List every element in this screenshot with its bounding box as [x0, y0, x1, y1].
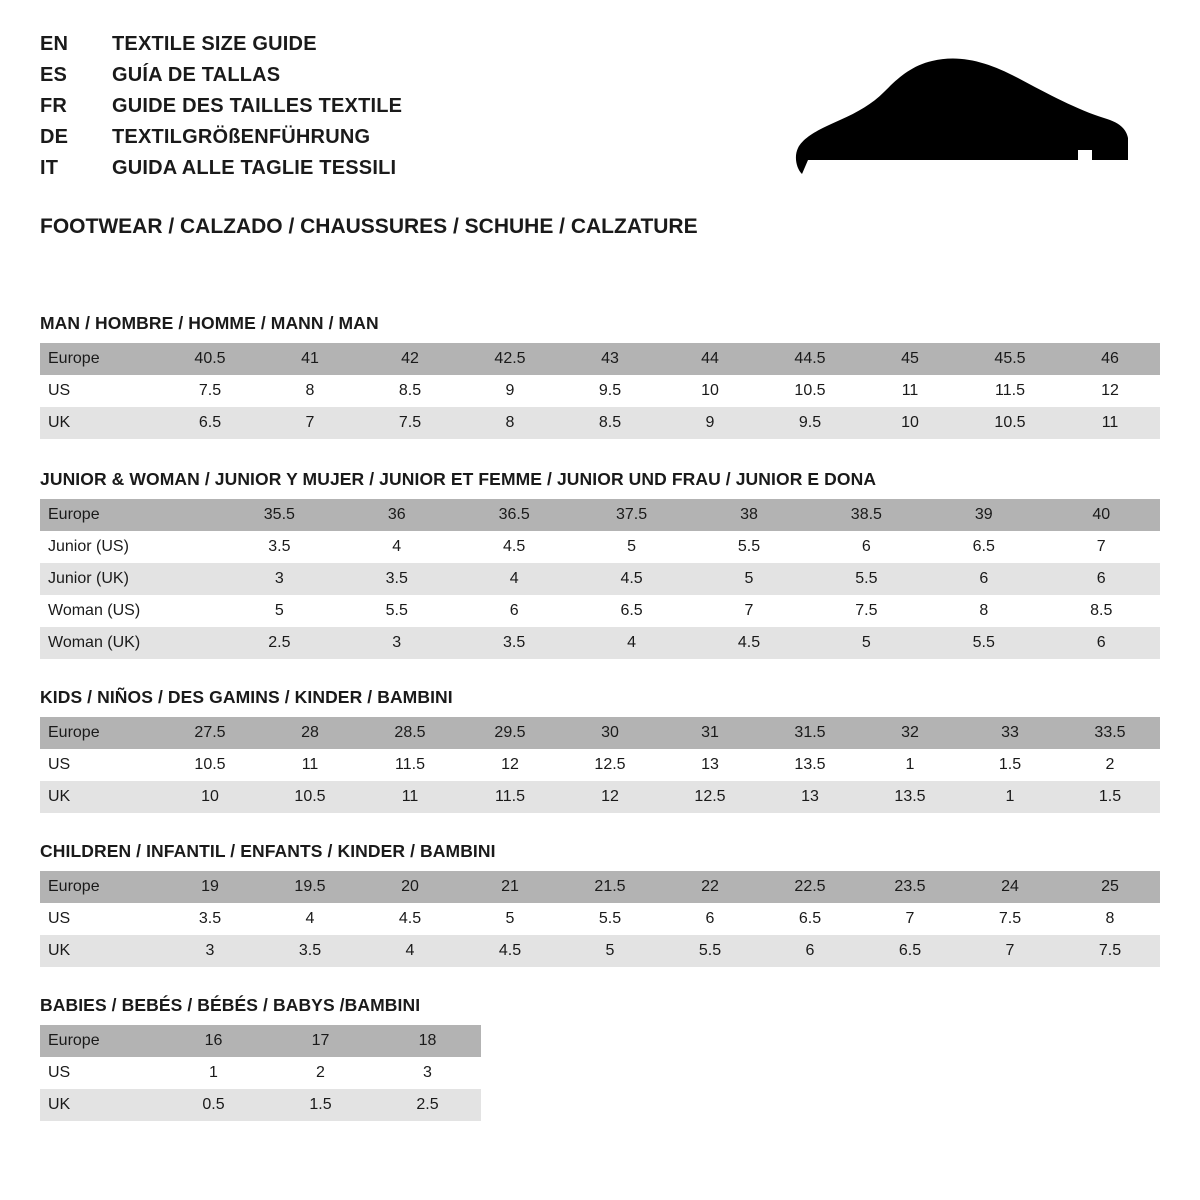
row-label: Europe	[40, 343, 160, 375]
cell: 5.5	[660, 935, 760, 967]
language-code: DE	[40, 126, 69, 148]
table-row	[40, 563, 1160, 595]
section-junior-woman	[40, 469, 1160, 659]
section-title: MAN / HOMBRE / HOMME / MANN / MAN	[40, 313, 379, 333]
language-code: EN	[40, 33, 69, 55]
shoe-illustration	[772, 56, 1132, 186]
table-row	[40, 749, 1160, 781]
table-row	[40, 903, 1160, 935]
table-row	[40, 1089, 481, 1121]
cell: 3.5	[260, 935, 360, 967]
cell: 3.5	[338, 563, 455, 595]
cell: 4	[260, 903, 360, 935]
language-row	[40, 34, 402, 54]
row-label: Europe	[40, 871, 160, 903]
row-label: UK	[40, 407, 160, 439]
cell: 7	[960, 935, 1060, 967]
table-row	[40, 595, 1160, 627]
cell: 4	[360, 935, 460, 967]
cell: 7.5	[1060, 935, 1160, 967]
section-title: JUNIOR & WOMAN / JUNIOR Y MUJER / JUNIOR ET FEMME / JUNIOR UND FRAU / JUNIOR E DONA	[40, 469, 877, 489]
table-row	[40, 717, 1160, 749]
table-row	[40, 935, 1160, 967]
cell: 46	[1060, 343, 1160, 375]
cell: 1.5	[960, 749, 1060, 781]
cell: 36	[338, 499, 455, 531]
cell: 3.5	[160, 903, 260, 935]
cell: 8	[460, 407, 560, 439]
row-label: Junior (US)	[40, 531, 221, 563]
section-title: BABIES / BEBÉS / BÉBÉS / BABYS /BAMBINI	[40, 995, 421, 1015]
row-label: UK	[40, 781, 160, 813]
section-title: KIDS / NIÑOS / DES GAMINS / KINDER / BAMBINI	[40, 687, 453, 707]
cell: 21.5	[560, 871, 660, 903]
cell: 8.5	[560, 407, 660, 439]
cell: 7	[860, 903, 960, 935]
footwear-heading: FOOTWEAR / CALZADO / CHAUSSURES / SCHUHE / CALZATURE	[40, 215, 698, 238]
cell: 6.5	[573, 595, 690, 627]
cell: 25	[1060, 871, 1160, 903]
cell: 6	[760, 935, 860, 967]
cell: 6	[925, 563, 1042, 595]
cell: 12	[1060, 375, 1160, 407]
cell: 6.5	[925, 531, 1042, 563]
cell: 13.5	[860, 781, 960, 813]
cell: 4	[338, 531, 455, 563]
cell: 12	[560, 781, 660, 813]
cell: 45	[860, 343, 960, 375]
language-code: ES	[40, 64, 68, 86]
cell: 11	[1060, 407, 1160, 439]
table-row	[40, 343, 1160, 375]
cell: 11	[860, 375, 960, 407]
section-title: CHILDREN / INFANTIL / ENFANTS / KINDER / BAMBINI	[40, 841, 496, 861]
cell: 12	[460, 749, 560, 781]
cell: 38	[690, 499, 807, 531]
table-row	[40, 499, 1160, 531]
cell: 4.5	[360, 903, 460, 935]
cell: 5.5	[560, 903, 660, 935]
cell: 38.5	[808, 499, 925, 531]
cell: 23.5	[860, 871, 960, 903]
cell: 37.5	[573, 499, 690, 531]
section-babies	[40, 995, 1160, 1121]
cell: 1	[160, 1057, 267, 1089]
row-label: Junior (UK)	[40, 563, 221, 595]
row-label: US	[40, 1057, 160, 1089]
cell: 6	[808, 531, 925, 563]
table-row	[40, 1057, 481, 1089]
row-label: Europe	[40, 499, 221, 531]
cell: 24	[960, 871, 1060, 903]
cell: 40	[1042, 499, 1160, 531]
table-row	[40, 1025, 481, 1057]
size-table-children	[40, 871, 1160, 967]
cell: 11	[360, 781, 460, 813]
language-title: GUIDA ALLE TAGLIE TESSILI	[112, 157, 397, 179]
size-table-babies	[40, 1025, 481, 1121]
cell: 11	[260, 749, 360, 781]
cell: 28	[260, 717, 360, 749]
cell: 9.5	[760, 407, 860, 439]
cell: 5.5	[808, 563, 925, 595]
language-row	[40, 158, 402, 178]
cell: 5	[808, 627, 925, 659]
table-row	[40, 375, 1160, 407]
row-label: Woman (UK)	[40, 627, 221, 659]
section-man	[40, 313, 1160, 439]
language-row	[40, 127, 402, 147]
section-kids	[40, 687, 1160, 813]
cell: 5.5	[690, 531, 807, 563]
cell: 5	[573, 531, 690, 563]
table-row	[40, 627, 1160, 659]
cell: 20	[360, 871, 460, 903]
cell: 28.5	[360, 717, 460, 749]
cell: 16	[160, 1025, 267, 1057]
table-row	[40, 781, 1160, 813]
size-table-man	[40, 343, 1160, 439]
cell: 12.5	[560, 749, 660, 781]
cell: 5.5	[338, 595, 455, 627]
cell: 1	[960, 781, 1060, 813]
cell: 4.5	[455, 531, 572, 563]
cell: 40.5	[160, 343, 260, 375]
cell: 10	[660, 375, 760, 407]
cell: 1	[860, 749, 960, 781]
cell: 42	[360, 343, 460, 375]
cell: 10.5	[760, 375, 860, 407]
cell: 3	[338, 627, 455, 659]
cell: 3.5	[455, 627, 572, 659]
cell: 33	[960, 717, 1060, 749]
cell: 6.5	[760, 903, 860, 935]
cell: 21	[460, 871, 560, 903]
language-title-list	[40, 34, 402, 189]
cell: 1.5	[1060, 781, 1160, 813]
language-title: TEXTILGRÖßENFÜHRUNG	[112, 126, 371, 148]
cell: 5	[460, 903, 560, 935]
cell: 9	[660, 407, 760, 439]
cell: 45.5	[960, 343, 1060, 375]
language-title: TEXTILE SIZE GUIDE	[112, 33, 317, 55]
cell: 6.5	[860, 935, 960, 967]
cell: 6.5	[160, 407, 260, 439]
cell: 11.5	[460, 781, 560, 813]
row-label: UK	[40, 1089, 160, 1121]
size-table-kids	[40, 717, 1160, 813]
table-row	[40, 407, 1160, 439]
cell: 11.5	[960, 375, 1060, 407]
cell: 7	[690, 595, 807, 627]
cell: 4.5	[690, 627, 807, 659]
cell: 39	[925, 499, 1042, 531]
cell: 6	[1042, 563, 1160, 595]
cell: 1.5	[267, 1089, 374, 1121]
cell: 17	[267, 1025, 374, 1057]
table-row	[40, 531, 1160, 563]
section-children	[40, 841, 1160, 967]
cell: 33.5	[1060, 717, 1160, 749]
cell: 36.5	[455, 499, 572, 531]
cell: 8	[260, 375, 360, 407]
cell: 8	[925, 595, 1042, 627]
language-title: GUÍA DE TALLAS	[112, 64, 281, 86]
page-header	[40, 34, 1160, 189]
cell: 42.5	[460, 343, 560, 375]
cell: 7	[260, 407, 360, 439]
cell: 10.5	[260, 781, 360, 813]
dress-shoe-icon	[792, 56, 1132, 186]
cell: 6	[1042, 627, 1160, 659]
cell: 19	[160, 871, 260, 903]
cell: 41	[260, 343, 360, 375]
row-label: Europe	[40, 1025, 160, 1057]
row-label: US	[40, 375, 160, 407]
cell: 8.5	[1042, 595, 1160, 627]
row-label: US	[40, 903, 160, 935]
row-label: Europe	[40, 717, 160, 749]
cell: 2.5	[374, 1089, 481, 1121]
language-row	[40, 96, 402, 116]
cell: 5	[560, 935, 660, 967]
cell: 32	[860, 717, 960, 749]
cell: 7.5	[360, 407, 460, 439]
cell: 6	[455, 595, 572, 627]
cell: 3	[160, 935, 260, 967]
row-label: Woman (US)	[40, 595, 221, 627]
cell: 4.5	[573, 563, 690, 595]
language-code: FR	[40, 95, 68, 117]
row-label: UK	[40, 935, 160, 967]
cell: 8	[1060, 903, 1160, 935]
row-label: US	[40, 749, 160, 781]
cell: 9	[460, 375, 560, 407]
cell: 30	[560, 717, 660, 749]
cell: 5	[690, 563, 807, 595]
cell: 12.5	[660, 781, 760, 813]
cell: 4	[455, 563, 572, 595]
cell: 9.5	[560, 375, 660, 407]
cell: 7.5	[160, 375, 260, 407]
cell: 22.5	[760, 871, 860, 903]
cell: 35.5	[221, 499, 338, 531]
cell: 7.5	[808, 595, 925, 627]
cell: 4.5	[460, 935, 560, 967]
cell: 3.5	[221, 531, 338, 563]
cell: 13.5	[760, 749, 860, 781]
cell: 6	[660, 903, 760, 935]
cell: 10	[860, 407, 960, 439]
cell: 31	[660, 717, 760, 749]
cell: 5.5	[925, 627, 1042, 659]
cell: 0.5	[160, 1089, 267, 1121]
cell: 2	[267, 1057, 374, 1089]
cell: 31.5	[760, 717, 860, 749]
cell: 5	[221, 595, 338, 627]
cell: 7	[1042, 531, 1160, 563]
cell: 44	[660, 343, 760, 375]
cell: 2	[1060, 749, 1160, 781]
language-title: GUIDE DES TAILLES TEXTILE	[112, 95, 403, 117]
cell: 2.5	[221, 627, 338, 659]
cell: 29.5	[460, 717, 560, 749]
cell: 11.5	[360, 749, 460, 781]
language-code: IT	[40, 157, 59, 179]
cell: 13	[660, 749, 760, 781]
cell: 22	[660, 871, 760, 903]
cell: 43	[560, 343, 660, 375]
table-row	[40, 871, 1160, 903]
cell: 10.5	[160, 749, 260, 781]
cell: 19.5	[260, 871, 360, 903]
cell: 44.5	[760, 343, 860, 375]
cell: 8.5	[360, 375, 460, 407]
cell: 18	[374, 1025, 481, 1057]
cell: 13	[760, 781, 860, 813]
cell: 10.5	[960, 407, 1060, 439]
language-row	[40, 65, 402, 85]
cell: 3	[374, 1057, 481, 1089]
cell: 27.5	[160, 717, 260, 749]
size-table-junior-woman	[40, 499, 1160, 659]
cell: 10	[160, 781, 260, 813]
cell: 3	[221, 563, 338, 595]
cell: 7.5	[960, 903, 1060, 935]
cell: 4	[573, 627, 690, 659]
